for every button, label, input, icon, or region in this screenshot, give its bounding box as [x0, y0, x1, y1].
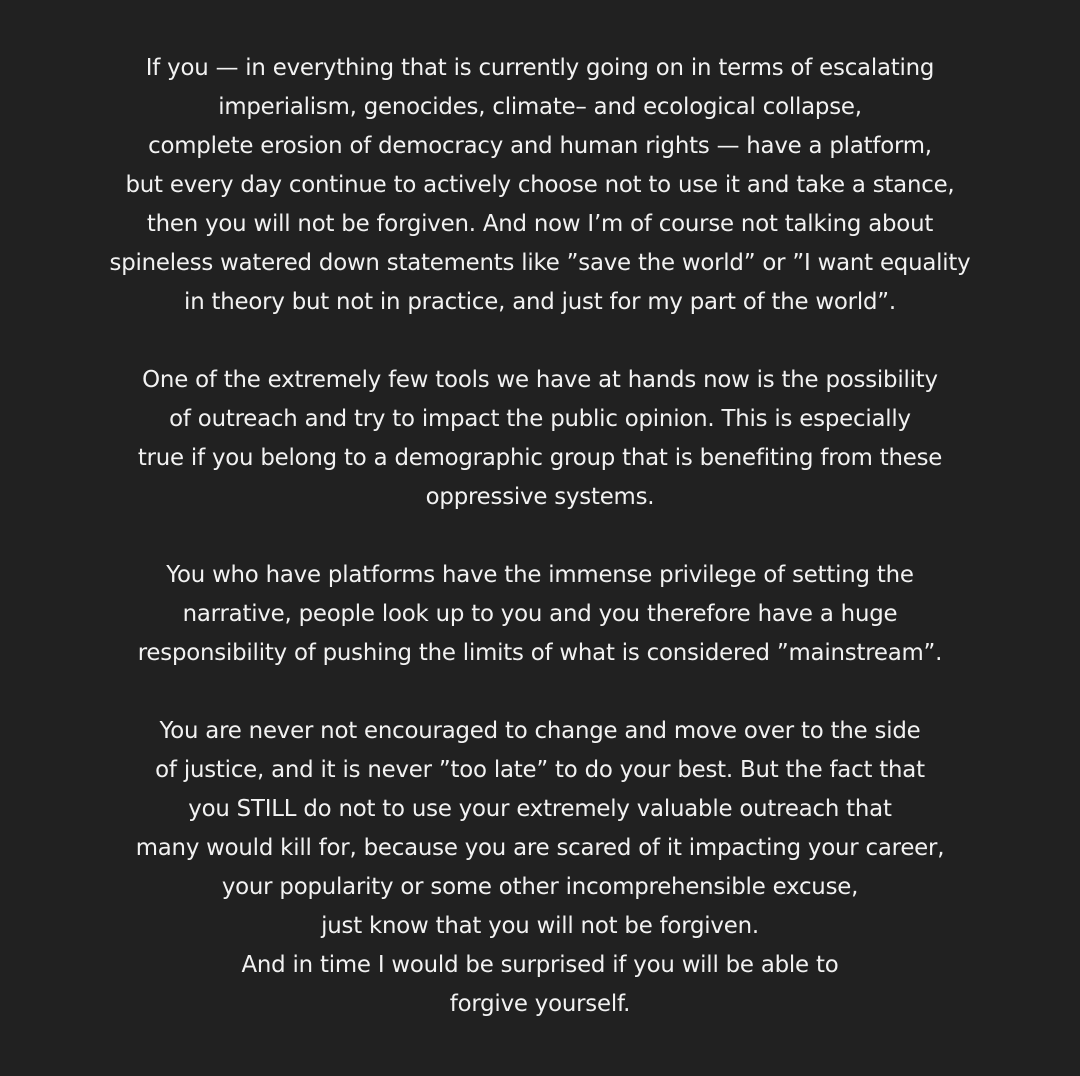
text-line: your popularity or some other incomprehensible excuse, [221, 874, 859, 900]
text-line: many would kill for, because you are scared of it impacting your career, [135, 835, 945, 861]
paragraph-2 [0, 361, 1080, 517]
text-line: just know that you will not be forgiven. [321, 913, 759, 939]
text-line: One of the extremely few tools we have at hands now is the possibility [142, 367, 938, 393]
text-line: You who have platforms have the immense privilege of setting the [166, 562, 914, 588]
text-line: then you will not be forgiven. And now I’m of course not talking about [146, 211, 934, 237]
text-line: imperialism, genocides, climate– and ecological collapse, [218, 94, 862, 120]
text-line: spineless watered down statements like ”save the world” or ”I want equality [109, 250, 971, 276]
text-line: of outreach and try to impact the public opinion. This is especially [169, 406, 911, 432]
text-line: oppressive systems. [425, 484, 655, 510]
text-line: And in time I would be surprised if you will be able to [241, 952, 839, 978]
text-line: in theory but not in practice, and just for my part of the world”. [184, 289, 896, 315]
text-line: of justice, and it is never ”too late” to do your best. But the fact that [155, 757, 925, 783]
text-line: complete erosion of democracy and human rights — have a platform, [148, 133, 932, 159]
paragraph-4 [0, 712, 1080, 1024]
text-line: You are never not encouraged to change and move over to the side [159, 718, 921, 744]
text-line: forgive yourself. [449, 991, 631, 1017]
text-line: but every day continue to actively choose not to use it and take a stance, [125, 172, 955, 198]
text-line: true if you belong to a demographic group that is benefiting from these [137, 445, 943, 471]
paragraph-1 [0, 49, 1080, 322]
text-line: If you — in everything that is currently going on in terms of escalating [145, 55, 935, 81]
text-line: narrative, people look up to you and you therefore have a huge [182, 601, 898, 627]
text-line: responsibility of pushing the limits of what is considered ”mainstream”. [137, 640, 943, 666]
text-line: you STILL do not to use your extremely valuable outreach that [188, 796, 892, 822]
paragraph-3 [0, 556, 1080, 673]
